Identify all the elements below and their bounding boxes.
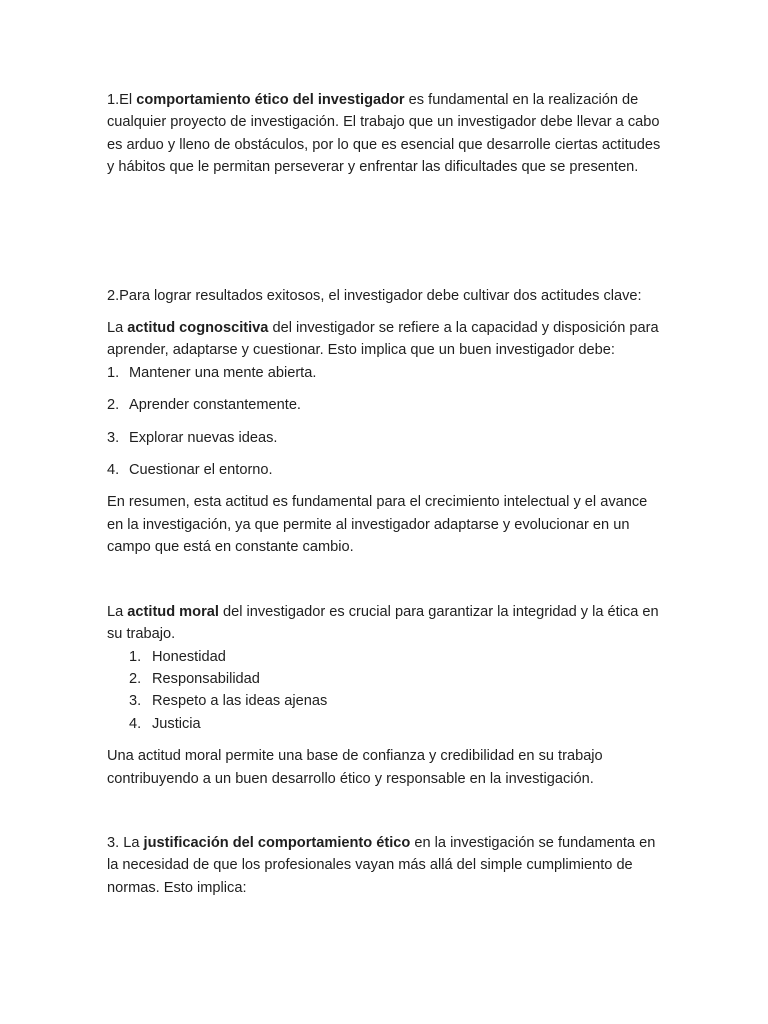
section3-prefix: 3. La xyxy=(107,834,144,851)
section1-prefix: 1.El xyxy=(107,92,137,108)
list-item-number: 3. xyxy=(107,429,120,446)
list-item-text: Respeto a las ideas ajenas xyxy=(152,693,328,710)
list-item-number: 2. xyxy=(107,397,120,414)
list-item xyxy=(107,646,667,668)
list-item-text: Justicia xyxy=(152,715,201,732)
cognitive-prefix: La xyxy=(107,320,128,337)
list-item xyxy=(107,668,667,690)
document-page xyxy=(107,89,667,899)
moral-summary: Una actitud moral permite una base de confianza y credibilidad en su trabajo contribuyendo a un buen desarrollo ético y responsable en la investigación. xyxy=(107,748,603,787)
list-item-number: 4. xyxy=(107,462,120,479)
spacer xyxy=(107,790,667,832)
list-item-number: 4. xyxy=(129,715,142,732)
list-item-number: 1. xyxy=(107,364,120,381)
section1-bold-term: comportamiento ético del investigador xyxy=(136,92,405,108)
list-item-number: 1. xyxy=(129,648,142,665)
moral-attitude-paragraph xyxy=(107,601,667,646)
spacer xyxy=(107,559,667,601)
section3-text: en la investigación se fundamenta en la necesidad de que los profesionales vayan más allá del simple cumplimiento de normas. Esto implica: xyxy=(107,834,656,896)
list-item-text: Aprender constantemente. xyxy=(129,397,301,414)
cognitive-attitude-paragraph xyxy=(107,317,667,362)
list-item-text: Honestidad xyxy=(152,648,226,665)
spacer xyxy=(107,179,667,285)
list-item xyxy=(107,713,667,735)
cognitive-bold-term: actitud cognoscitiva xyxy=(127,320,269,337)
list-item xyxy=(107,362,667,384)
cognitive-list xyxy=(107,362,667,482)
list-item-text: Explorar nuevas ideas. xyxy=(129,429,278,446)
section2-intro: 2.Para lograr resultados exitosos, el investigador debe cultivar dos actitudes clave: xyxy=(107,287,642,304)
cognitive-summary: En resumen, esta actitud es fundamental para el crecimiento intelectual y el avance en la investigación, ya que permite al investigador adaptarse y evolucionar en un campo que está en constante cambio. xyxy=(107,494,648,556)
list-item xyxy=(107,690,667,712)
section1-paragraph xyxy=(107,89,667,179)
section3-paragraph xyxy=(107,832,667,899)
section3-bold-term: justificación del comportamiento ético xyxy=(143,834,411,851)
moral-bold-term: actitud moral xyxy=(127,603,219,620)
moral-list xyxy=(107,646,667,736)
list-item-text: Cuestionar el entorno. xyxy=(129,462,273,479)
cognitive-text: del investigador se refiere a la capacidad y disposición para aprender, adaptarse y cuestionar. Esto implica que un buen investigador debe: xyxy=(107,320,659,359)
list-item-number: 3. xyxy=(129,693,142,710)
section1-text: es fundamental en la realización de cualquier proyecto de investigación. El trabajo que un investigador debe llevar a cabo es arduo y lleno de obstáculos, por lo que es esencial que desarrolle ciertas actitudes y hábitos que le permitan perseverar y enfrentar las dificultades que se presenten. xyxy=(107,92,661,176)
list-item-text: Responsabilidad xyxy=(152,670,260,687)
list-item-text: Mantener una mente abierta. xyxy=(129,364,317,381)
list-item xyxy=(107,427,667,449)
moral-text: del investigador es crucial para garantizar la integridad y la ética en su trabajo. xyxy=(107,603,659,643)
list-item xyxy=(107,394,667,416)
list-item-number: 2. xyxy=(129,670,142,687)
list-item xyxy=(107,459,667,481)
moral-prefix: La xyxy=(107,603,128,620)
